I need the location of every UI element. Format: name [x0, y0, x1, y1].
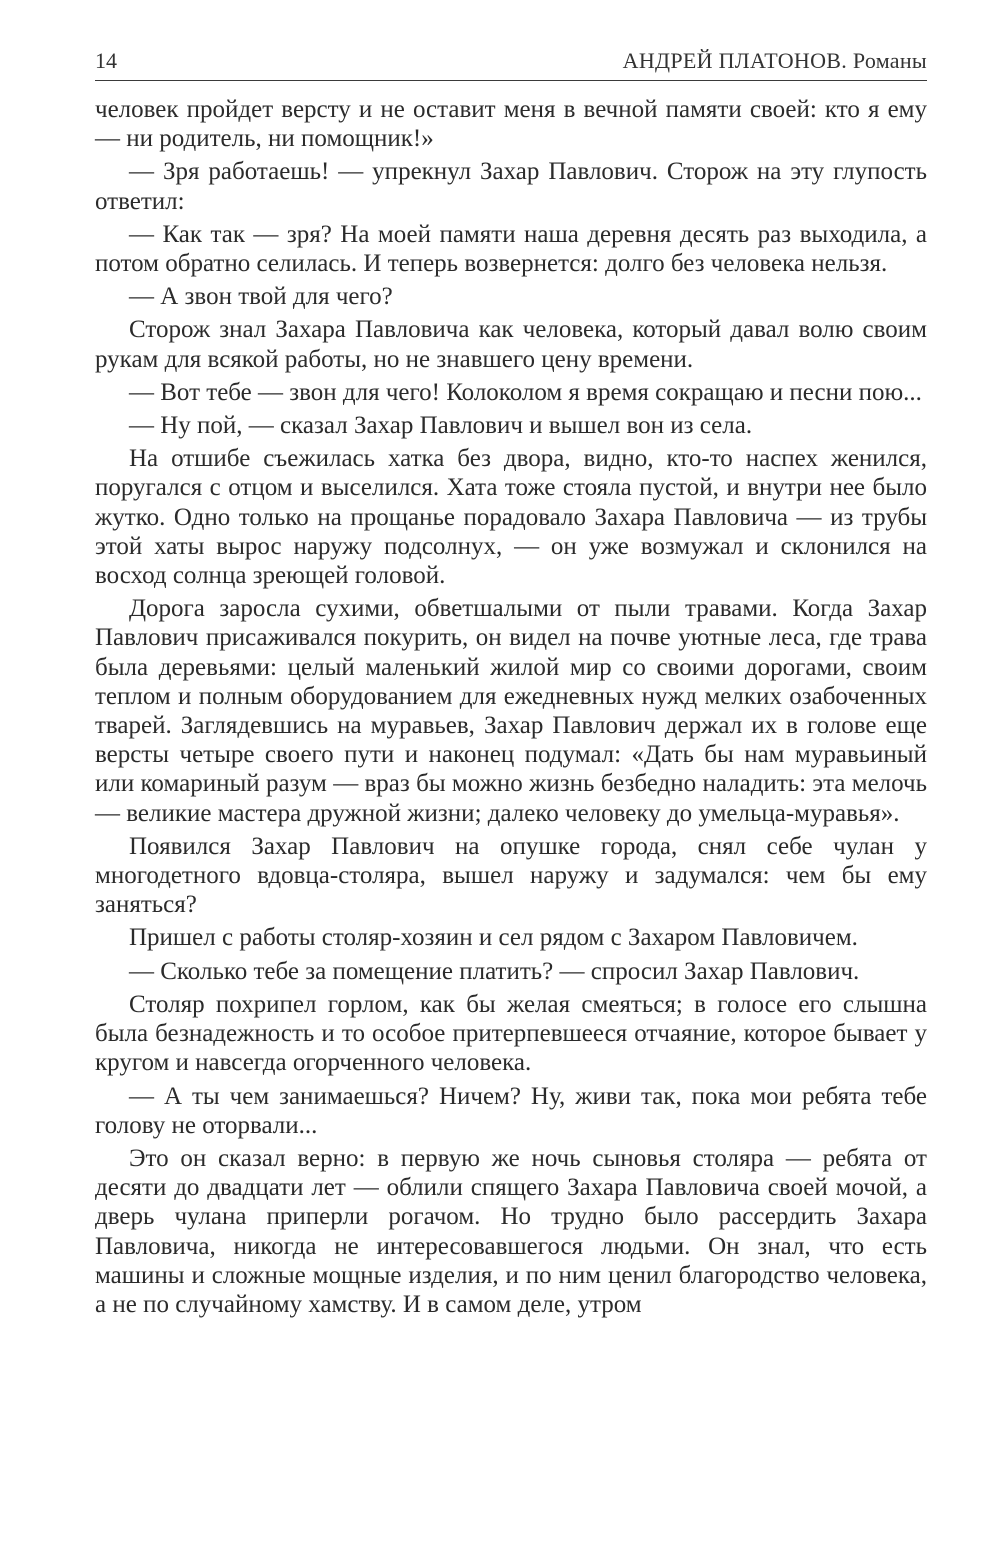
paragraph: Появился Захар Павлович на опушке города, снял себе чулан у многодетного вдовца-столяра, вышел наружу и задумался: чем бы ему заняться? — [95, 832, 927, 919]
running-header — [95, 46, 927, 81]
paragraph: На отшибе съежилась хатка без двора, видно, кто-то наспех женился, поругался с отцом и выселился. Хата тоже стояла пустой, и внутри нее было жутко. Одно только на прощанье порадовало Захара Павловича — из трубы этой хаты вырос наружу подсолнух, — он уже возмужал и склонился на восход солнца зреющей головой. — [95, 445, 927, 590]
page-number: 14 — [95, 48, 117, 73]
body-text — [95, 95, 927, 1319]
paragraph: Сторож знал Захара Павловича как человека, который давал волю своим рукам для всякой работы, но не знавшего цену времени. — [95, 316, 927, 373]
paragraph: — А звон твой для чего? — [129, 283, 393, 311]
paragraph: — Сколько тебе за помещение платить? — спросил Захар Павлович. — [129, 957, 860, 985]
paragraph: — Как так — зря? На моей памяти наша деревня десять раз выходила, а потом обратно селилась. И теперь возвернется: долго без человека нельзя. — [95, 220, 927, 278]
paragraph: Пришел с работы столяр-хозяин и сел рядом с Захаром Павловичем. — [129, 924, 858, 952]
paragraph: Это он сказал верно: в первую же ночь сыновья столяра — ребята от десяти до двадцати лет — облили спящего Захара Павловича своей мочой, а дверь чулана приперли рогачом. Но трудно было рассердить Захара Павловича, никогда не интересовавшегося людьми. Он знал, что есть машины и сложные мощные изделия, и по ним ценил благородство человека, а не по случайному хамству. И в самом деле, утром — [95, 1144, 927, 1318]
running-title: АНДРЕЙ ПЛАТОНОВ. Романы — [622, 48, 927, 73]
paragraph: — А ты чем занимаешься? Ничем? Ну, живи так, пока мои ребята тебе голову не оторвали... — [95, 1082, 927, 1139]
paragraph: Дорога заросла сухими, обветшалыми от пыли травами. Когда Захар Павлович присаживался покурить, он видел на почве уютные леса, где трава была деревьями: целый маленький жилой мир со своими дорогами, своим теплом и полным оборудованием для ежедневных нужд мелких озабоченных тварей. Заглядевшись на муравьев, Захар Павлович держал их в голове еще версты четыре своего пути и наконец подумал: «Дать бы нам муравьиный или комариный разум — враз бы можно жизнь безбедно наладить: эта мелочь — великие мастера дружной жизни; далеко человеку до умельца-муравья». — [95, 595, 927, 827]
paragraph: Столяр похрипел горлом, как бы желая смеяться; в голосе его слышна была безнадежность и то особое притерпевшееся отчаяние, которое бывает у кругом и навсегда огорченного человека. — [95, 990, 927, 1077]
paragraph: — Ну пой, — сказал Захар Павлович и вышел вон из села. — [129, 412, 753, 440]
book-page — [95, 46, 927, 1323]
paragraph: — Зря работаешь! — упрекнул Захар Павлович. Сторож на эту глупость ответил: — [95, 158, 927, 215]
paragraph: человек пройдет версту и не оставит меня в вечной памяти своей: кто я ему — ни родитель, ни помощник!» — [95, 96, 927, 153]
paragraph: — Вот тебе — звон для чего! Колоколом я время сокращаю и песни пою... — [129, 378, 922, 406]
